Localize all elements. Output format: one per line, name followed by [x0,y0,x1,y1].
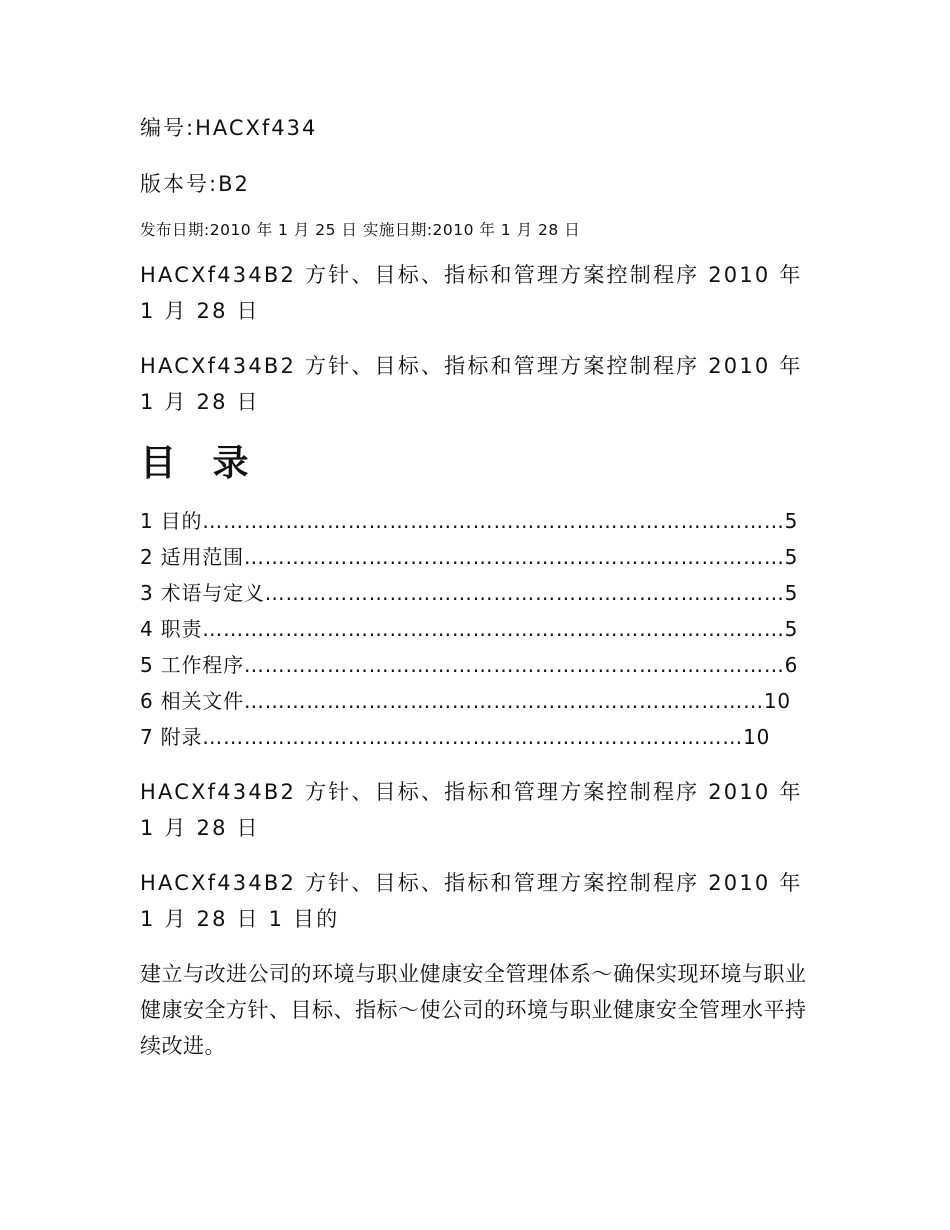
document-number: 编号:HACXf434 [140,116,318,140]
document-header-line: HACXf434B2 方针、目标、指标和管理方案控制程序 2010 年 1 月 28 日 [140,263,803,323]
document-header-line-with-section: HACXf434B2 方针、目标、指标和管理方案控制程序 2010 年 1 月 28 日 1 目的 [140,871,803,931]
document-page [140,110,810,1064]
document-header-line: HACXf434B2 方针、目标、指标和管理方案控制程序 2010 年 1 月 28 日 [140,780,803,840]
table-of-contents: 1 目的…………………………………………………………………………5 2 适用范围……………………………………………………………………5 3 术语与定义…………………………………………………………………5 4 职责…………………………………………………………………………5 5 工作程序……………………………………………………………………6 6 相关文件…………………………………………………………………10 7 附录……………………………………………………………………10 [140,509,799,749]
document-header-line: HACXf434B2 方针、目标、指标和管理方案控制程序 2010 年 1 月 28 日 [140,354,803,414]
issue-dates: 发布日期:2010 年 1 月 25 日 实施日期:2010 年 1 月 28 日 [140,221,581,239]
version-number: 版本号:B2 [140,172,250,196]
toc-title: 目 录 [140,443,261,484]
purpose-paragraph: 建立与改进公司的环境与职业健康安全管理体系～确保实现环境与职业健康安全方针、目标、指标～使公司的环境与职业健康安全管理水平持续改进。 [140,962,807,1058]
